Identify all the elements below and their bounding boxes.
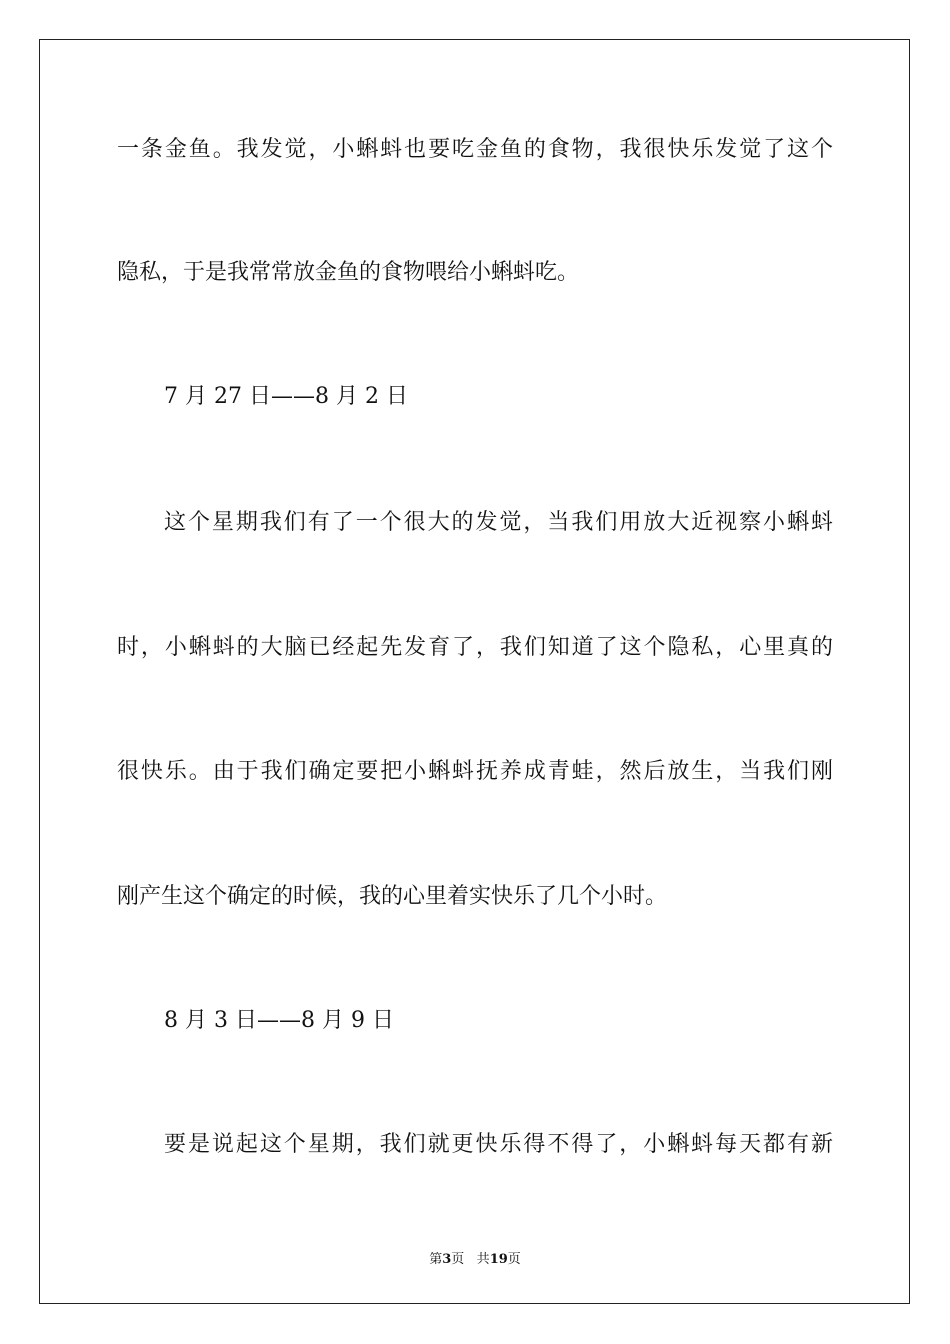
body-text-line: 这个星期我们有了一个很大的发觉，当我们用放大近视察小蝌蚪 [164, 510, 833, 535]
body-text-line: 刚产生这个确定的时候，我的心里着实快乐了几个小时。 [117, 884, 668, 909]
page-number: 3 [442, 1252, 452, 1267]
page-footer [0, 1248, 950, 1267]
total-prefix: 共 [476, 1252, 490, 1267]
total-pages: 19 [489, 1252, 508, 1267]
page-suffix: 页 [451, 1252, 465, 1267]
date-heading: 7 月 27 日——8 月 2 日 [164, 384, 408, 409]
date-heading: 8 月 3 日——8 月 9 日 [164, 1008, 394, 1033]
total-suffix: 页 [507, 1252, 521, 1267]
body-text-line: 要是说起这个星期，我们就更快乐得不得了，小蝌蚪每天都有新 [164, 1132, 833, 1157]
body-text-line: 一条金鱼。我发觉，小蝌蚪也要吃金鱼的食物，我很快乐发觉了这个 [117, 137, 833, 162]
body-text-line: 很快乐。由于我们确定要把小蝌蚪抚养成青蛙，然后放生，当我们刚 [117, 759, 833, 784]
page-prefix: 第 [429, 1252, 443, 1267]
body-text-line: 时，小蝌蚪的大脑已经起先发育了，我们知道了这个隐私，心里真的 [117, 635, 833, 660]
page-border [39, 39, 910, 1304]
body-text-line: 隐私，于是我常常放金鱼的食物喂给小蝌蚪吃。 [117, 260, 580, 285]
